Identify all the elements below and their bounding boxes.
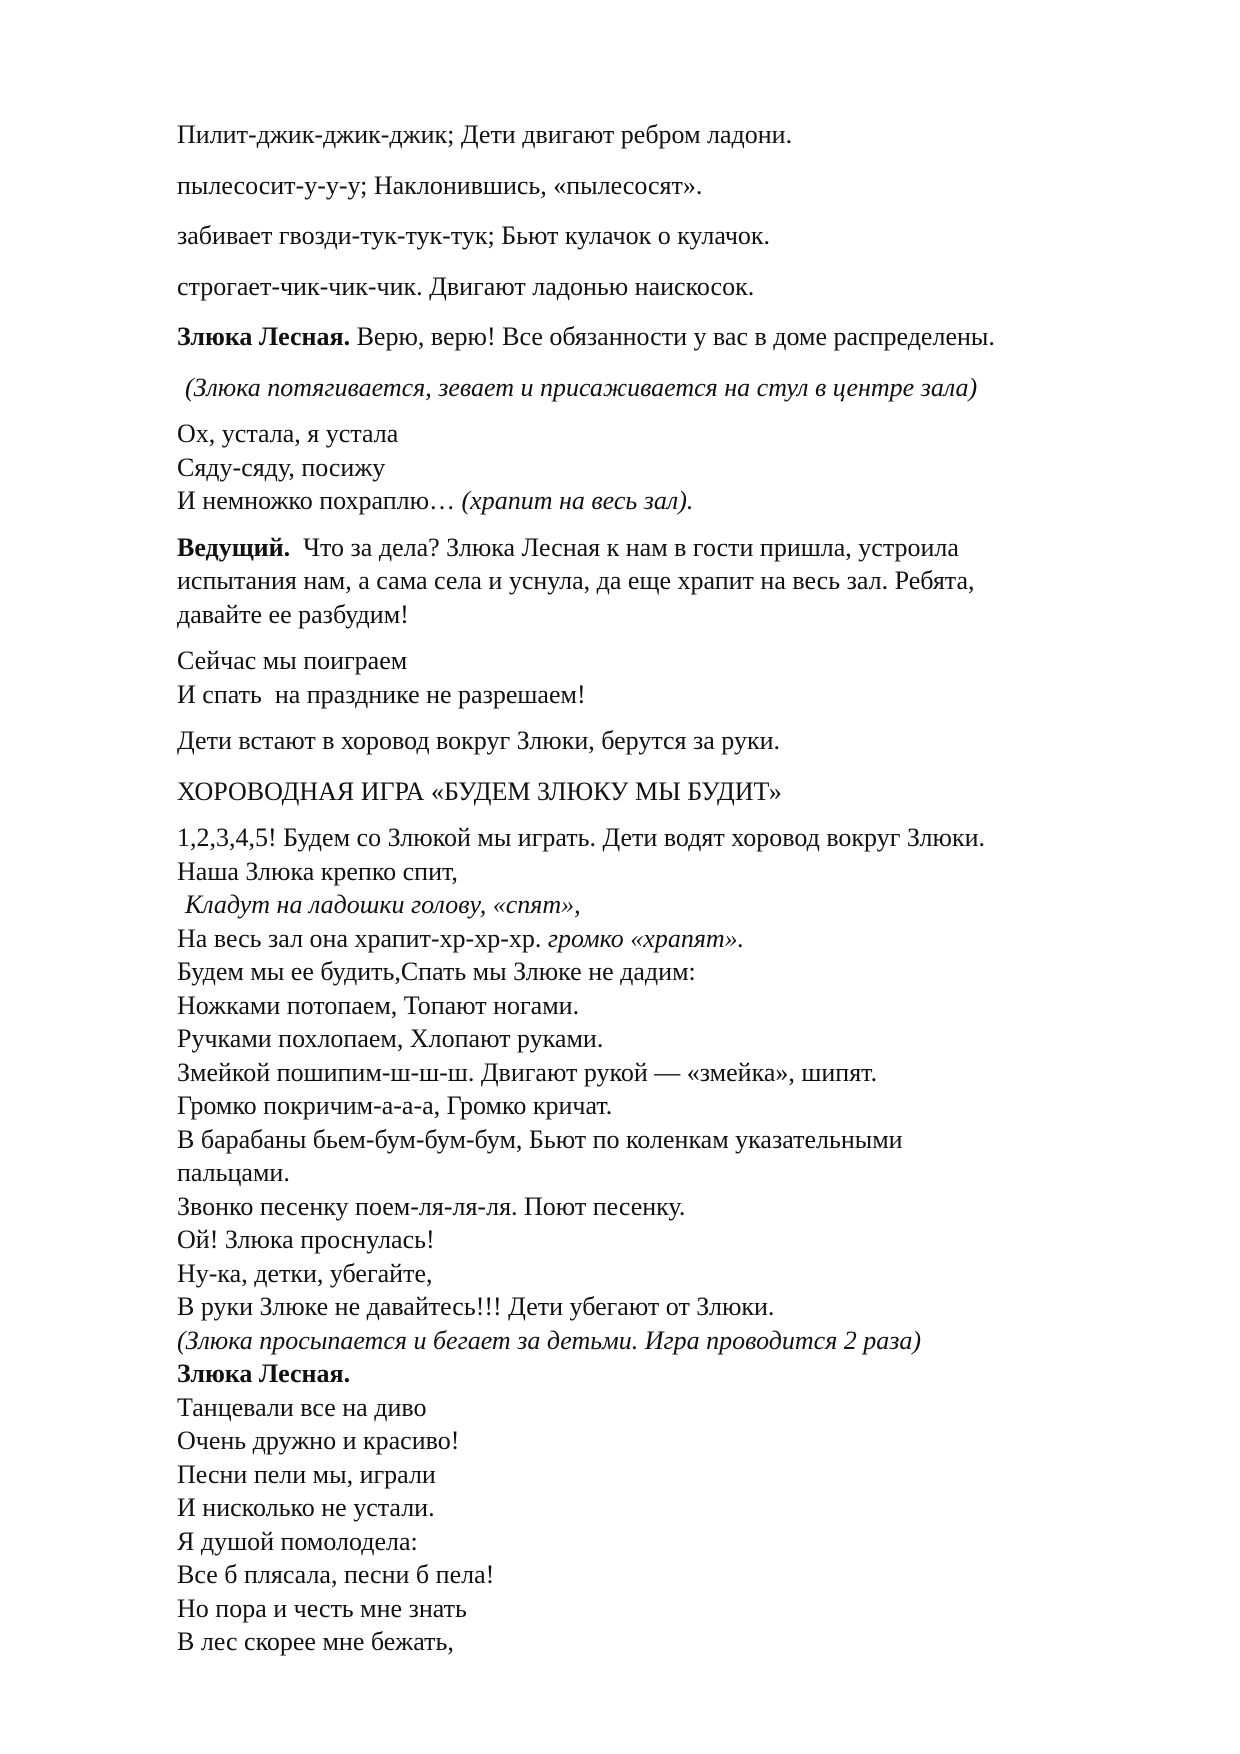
speaker-name: Злюка Лесная. (177, 1359, 351, 1388)
game-line: Наша Злюка крепко спит, (177, 856, 458, 886)
verse-line: В лес скорее мне бежать, (177, 1627, 454, 1656)
game-line: Звонко песенку поем-ля-ля-ля. Поют песенку. (177, 1191, 686, 1221)
verse-line: И спать на празднике не разрешаем! (177, 679, 586, 709)
action-line: строгает-чик-чик-чик. Двигают ладонью наискосок. (177, 271, 755, 301)
verse-line: И нисколько не устали. (177, 1493, 435, 1522)
game-line: На весь зал она храпит-хр-хр-хр. громко «храпят». (177, 923, 745, 953)
game-line: Будем мы ее будить,Спать мы Злюке не дадим: (177, 957, 696, 986)
game-line: 1,2,3,4,5! Будем со Злюкой мы играть. Дети водят хоровод вокруг Злюки. (177, 823, 985, 852)
action-line: пылесосит-у-у-у; Наклонившись, «пылесосят». (177, 170, 703, 200)
verse-line: Сейчас мы поиграем (177, 646, 408, 675)
verse-block (177, 644, 1137, 711)
action-line: Пилит-джик-джик-джик; Дети двигают ребром ладони. (177, 120, 793, 149)
verse-line: Танцевали все на диво (177, 1392, 427, 1422)
game-line: В руки Злюке не давайтесь!!! Дети убегают от Злюки. (177, 1292, 775, 1321)
game-line: пальцами. (177, 1158, 290, 1187)
stage-direction: (Злюка потягивается, зевает и присаживается на стул в центре зала) (185, 372, 978, 402)
game-direction: Кладут на ладошки голову, «спят», (185, 890, 581, 919)
game-verse (177, 821, 1137, 1659)
game-title: ХОРОВОДНАЯ ИГРА «БУДЕМ ЗЛЮКУ МЫ БУДИТ» (177, 776, 782, 806)
action-line: забивает гвозди-тук-тук-тук; Бьют кулачок о кулачок. (177, 221, 771, 250)
game-direction: (Злюка просыпается и бегает за детьми. Игра проводится 2 раза) (177, 1325, 922, 1355)
stage-direction-inline: (храпит на весь зал). (461, 486, 694, 515)
dialogue-host (177, 531, 1137, 632)
verse-line: Очень дружно и красиво! (177, 1426, 460, 1455)
speaker-name: Ведущий. (177, 532, 291, 562)
dialogue-text: Верю, верю! Все обязанности у вас в доме распределены. (350, 322, 995, 351)
verse-line: Сяду-сяду, посижу (177, 452, 386, 482)
game-line: Ножками потопаем, Топают ногами. (177, 990, 580, 1020)
document-page (177, 118, 1137, 1659)
dialogue-text: испытания нам, а сама села и уснула, да еще храпит на весь зал. Ребята, (177, 566, 975, 595)
verse-line: Но пора и честь мне знать (177, 1593, 467, 1623)
game-line: Ручками похлопаем, Хлопают руками. (177, 1024, 604, 1053)
game-line: В барабаны бьем-бум-бум-бум, Бьют по коленкам указательными (177, 1124, 903, 1154)
game-line: Громко покричим-а-а-а, Громко кричат. (177, 1091, 613, 1120)
action-line: Дети встают в хоровод вокруг Злюки, берутся за руки. (177, 726, 781, 755)
dialogue-zluka (177, 320, 1137, 354)
verse-line: И немножко похраплю… (храпит на весь зал). (177, 486, 694, 515)
verse-line: Ох, устала, я устала (177, 419, 399, 448)
verse-block (177, 417, 1137, 518)
game-line: Ну-ка, детки, убегайте, (177, 1258, 433, 1288)
verse-line: Песни пели мы, играли (177, 1459, 436, 1489)
verse-line: Я душой помолодела: (177, 1526, 418, 1556)
dialogue-text: Что за дела? Злюка Лесная к нам в гости пришла, устроила (290, 532, 959, 562)
dialogue-text: давайте ее разбудим! (177, 599, 409, 629)
speaker-name: Злюка Лесная. (177, 322, 351, 351)
game-line: Змейкой пошипим-ш-ш-ш. Двигают рукой — «змейка», шипят. (177, 1057, 878, 1087)
game-line: Ой! Злюка проснулась! (177, 1225, 435, 1254)
verse-line: Все б плясала, песни б пела! (177, 1560, 495, 1589)
game-direction-inline: громко «храпят». (547, 923, 745, 953)
